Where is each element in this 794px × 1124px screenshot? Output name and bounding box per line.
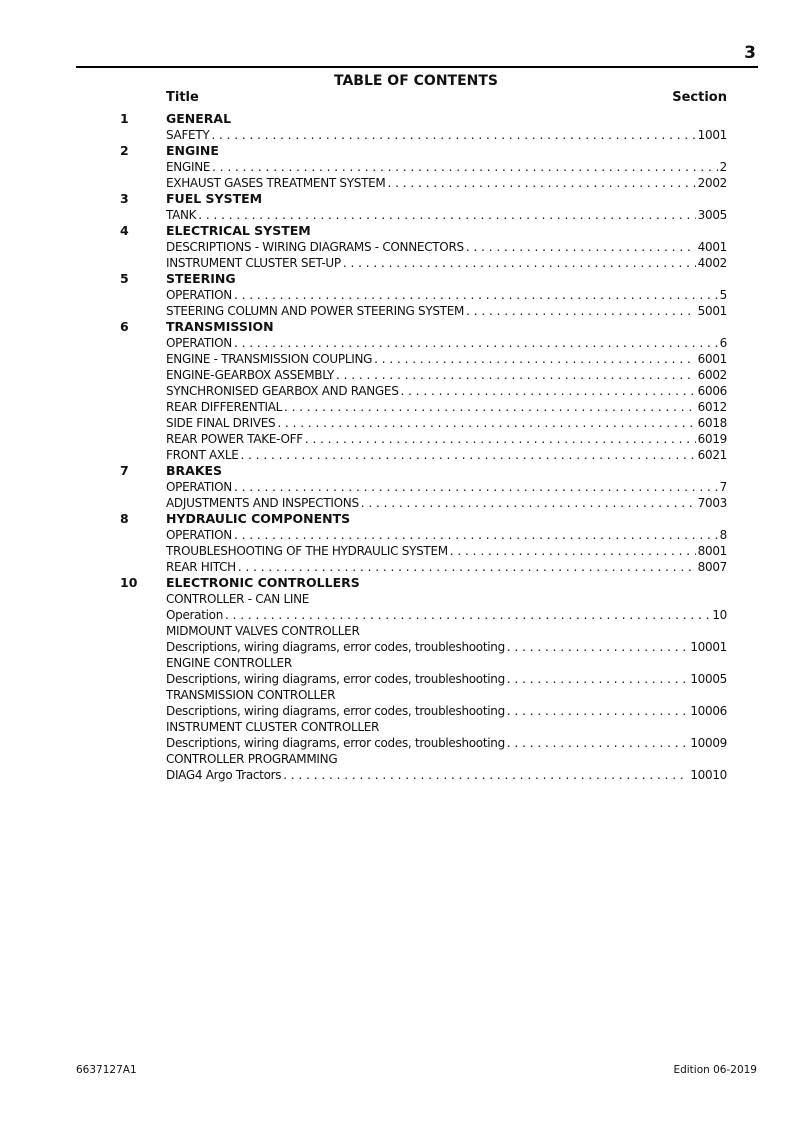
chapter-number: 3 <box>120 191 129 206</box>
toc-entry-label: ENGINE - TRANSMISSION COUPLING <box>166 352 373 366</box>
toc-entry[interactable] <box>166 431 727 447</box>
dot-leader <box>305 431 696 447</box>
dot-leader <box>212 159 718 175</box>
toc-entry-label: Descriptions, wiring diagrams, error codes, troubleshooting <box>166 640 505 654</box>
toc-entry-section-number: 6021 <box>697 448 727 462</box>
toc-entry[interactable] <box>166 127 727 143</box>
chapter-title: ELECTRONIC CONTROLLERS <box>166 575 360 590</box>
toc-entry-section-number: 10006 <box>690 704 727 718</box>
toc-entry-section-number: 8001 <box>697 544 727 558</box>
toc-subheading: TRANSMISSION CONTROLLER <box>166 688 336 702</box>
toc-entry-label: ADJUSTMENTS AND INSPECTIONS <box>166 496 359 510</box>
chapter-title: ENGINE <box>166 143 219 158</box>
chapter-heading <box>120 271 730 287</box>
toc-entry[interactable] <box>166 543 727 559</box>
toc-entry[interactable] <box>166 367 727 383</box>
dot-leader <box>401 383 696 399</box>
toc-entry-section-number: 1001 <box>697 128 727 142</box>
dot-leader <box>234 479 718 495</box>
toc-entry-label: OPERATION <box>166 528 232 542</box>
chapter-number: 4 <box>120 223 129 238</box>
toc-entry-section-number: 4001 <box>697 240 727 254</box>
chapter-number: 6 <box>120 319 129 334</box>
chapter-heading <box>120 143 730 159</box>
chapter-heading <box>120 223 730 239</box>
dot-leader <box>225 607 710 623</box>
toc-entry-label: Descriptions, wiring diagrams, error codes, troubleshooting <box>166 736 505 750</box>
column-header-section: Section <box>672 90 727 105</box>
toc-subheading: ENGINE CONTROLLER <box>166 656 292 670</box>
toc-entry-label: SYNCHRONISED GEARBOX AND RANGES <box>166 384 399 398</box>
toc-entry-label: REAR HITCH <box>166 560 236 574</box>
footer-edition: Edition 06-2019 <box>673 1064 757 1076</box>
toc-entry[interactable] <box>166 607 727 623</box>
toc-entry-section-number: 5001 <box>697 304 727 318</box>
toc-entry-label: SAFETY <box>166 128 210 142</box>
dot-leader <box>387 175 695 191</box>
toc-entry-label: STEERING COLUMN AND POWER STEERING SYSTEM <box>166 304 465 318</box>
dot-leader <box>234 287 718 303</box>
toc-entry-label: DESCRIPTIONS - WIRING DIAGRAMS - CONNECTORS <box>166 240 464 254</box>
dot-leader <box>507 703 688 719</box>
toc-entry[interactable] <box>166 159 727 175</box>
chapter-number: 5 <box>120 271 129 286</box>
toc-entry-section-number: 7 <box>719 480 727 494</box>
dot-leader <box>343 255 696 271</box>
toc-entry-section-number: 7003 <box>697 496 727 510</box>
toc-entry-section-number: 8 <box>719 528 727 542</box>
toc-entry-label: OPERATION <box>166 480 232 494</box>
toc-entry[interactable] <box>166 415 727 431</box>
chapter-number: 1 <box>120 111 129 126</box>
dot-leader <box>374 351 696 367</box>
chapter-title: TRANSMISSION <box>166 319 274 334</box>
dot-leader <box>336 367 696 383</box>
table-of-contents <box>120 111 730 783</box>
toc-entry[interactable] <box>166 479 727 495</box>
toc-entry[interactable] <box>166 527 727 543</box>
dot-leader <box>507 735 688 751</box>
dot-leader <box>198 207 695 223</box>
toc-entry-section-number: 6001 <box>697 352 727 366</box>
toc-entry-section-number: 5 <box>719 288 727 302</box>
toc-entry-label: EXHAUST GASES TREATMENT SYSTEM <box>166 176 386 190</box>
toc-entry[interactable] <box>166 735 727 751</box>
chapter-title: FUEL SYSTEM <box>166 191 263 206</box>
toc-entry[interactable] <box>166 207 727 223</box>
toc-entry-label: TROUBLESHOOTING OF THE HYDRAULIC SYSTEM <box>166 544 448 558</box>
chapter-number: 7 <box>120 463 129 478</box>
toc-entry-label: REAR DIFFERENTIAL <box>166 400 283 414</box>
toc-entry-section-number: 6 <box>719 336 727 350</box>
toc-entry-label: OPERATION <box>166 336 232 350</box>
toc-entry-section-number: 6006 <box>697 384 727 398</box>
toc-entry-section-number: 10 <box>712 608 727 622</box>
toc-subheading: CONTROLLER PROGRAMMING <box>166 752 338 766</box>
toc-subheading: CONTROLLER - CAN LINE <box>166 592 310 606</box>
dot-leader <box>507 671 688 687</box>
top-rule <box>76 66 758 68</box>
chapter-number: 2 <box>120 143 129 158</box>
toc-entry-label: ENGINE-GEARBOX ASSEMBLY <box>166 368 335 382</box>
chapter-title: STEERING <box>166 271 236 286</box>
chapter-heading <box>120 463 730 479</box>
toc-entry-section-number: 6012 <box>697 400 727 414</box>
toc-entry[interactable] <box>166 287 727 303</box>
chapter-heading <box>120 511 730 527</box>
toc-entry-label: Descriptions, wiring diagrams, error codes, troubleshooting <box>166 704 505 718</box>
toc-entry[interactable] <box>166 639 727 655</box>
toc-entry-label: FRONT AXLE <box>166 448 239 462</box>
dot-leader <box>466 303 696 319</box>
dot-leader <box>234 335 718 351</box>
chapter-number: 10 <box>120 575 138 590</box>
chapter-heading <box>120 575 730 591</box>
toc-entry-label: ENGINE <box>166 160 211 174</box>
toc-entry[interactable] <box>166 671 727 687</box>
footer-document-code: 6637127A1 <box>76 1064 137 1076</box>
dot-leader <box>283 767 688 783</box>
toc-entry-label: Descriptions, wiring diagrams, error codes, troubleshooting <box>166 672 505 686</box>
dot-leader <box>277 415 695 431</box>
chapter-heading <box>120 191 730 207</box>
toc-entry-label: SIDE FINAL DRIVES <box>166 416 276 430</box>
toc-entry-section-number: 10005 <box>690 672 727 686</box>
toc-entry[interactable] <box>166 351 727 367</box>
toc-entry[interactable] <box>166 255 727 271</box>
toc-entry[interactable] <box>166 175 727 191</box>
toc-entry-label: Operation <box>166 608 224 622</box>
toc-entry-section-number: 8007 <box>697 560 727 574</box>
toc-entry-section-number: 6018 <box>697 416 727 430</box>
toc-entry[interactable] <box>166 383 727 399</box>
toc-entry-section-number: 2 <box>719 160 727 174</box>
toc-entry-label: DIAG4 Argo Tractors <box>166 768 282 782</box>
toc-entry-section-number: 2002 <box>697 176 727 190</box>
chapter-title: ELECTRICAL SYSTEM <box>166 223 311 238</box>
chapter-heading <box>120 319 730 335</box>
dot-leader <box>238 559 696 575</box>
toc-entry-label: OPERATION <box>166 288 232 302</box>
toc-entry-section-number: 6002 <box>697 368 727 382</box>
toc-entry[interactable] <box>166 335 727 351</box>
toc-entry[interactable] <box>166 495 727 511</box>
page-number: 3 <box>744 43 756 63</box>
toc-entry-section-number: 10009 <box>690 736 727 750</box>
toc-subheading: INSTRUMENT CLUSTER CONTROLLER <box>166 720 380 734</box>
toc-entry-section-number: 6019 <box>697 432 727 446</box>
dot-leader <box>361 495 696 511</box>
toc-entry[interactable] <box>166 703 727 719</box>
toc-entry[interactable] <box>166 399 727 415</box>
toc-title: TABLE OF CONTENTS <box>333 73 499 89</box>
toc-entry[interactable] <box>166 303 727 319</box>
dot-leader <box>284 399 696 415</box>
chapter-number: 8 <box>120 511 129 526</box>
toc-entry-label: TANK <box>166 208 197 222</box>
chapter-heading <box>120 111 730 127</box>
toc-entry-section-number: 4002 <box>697 256 727 270</box>
toc-entry[interactable] <box>166 767 727 783</box>
chapter-title: HYDRAULIC COMPONENTS <box>166 511 351 526</box>
toc-entry-section-number: 10001 <box>690 640 727 654</box>
dot-leader <box>211 127 695 143</box>
chapter-title: GENERAL <box>166 111 232 126</box>
dot-leader <box>466 239 696 255</box>
toc-entry-label: REAR POWER TAKE-OFF <box>166 432 303 446</box>
toc-entry[interactable] <box>166 559 727 575</box>
toc-entry[interactable] <box>166 239 727 255</box>
toc-subheading: MIDMOUNT VALVES CONTROLLER <box>166 624 360 638</box>
dot-leader <box>241 447 696 463</box>
toc-entry-section-number: 3005 <box>697 208 727 222</box>
chapter-title: BRAKES <box>166 463 223 478</box>
column-header-title: Title <box>166 90 199 105</box>
toc-entry[interactable] <box>166 447 727 463</box>
dot-leader <box>450 543 696 559</box>
toc-entry-section-number: 10010 <box>690 768 727 782</box>
dot-leader <box>234 527 718 543</box>
toc-entry-label: INSTRUMENT CLUSTER SET-UP <box>166 256 341 270</box>
dot-leader <box>507 639 688 655</box>
